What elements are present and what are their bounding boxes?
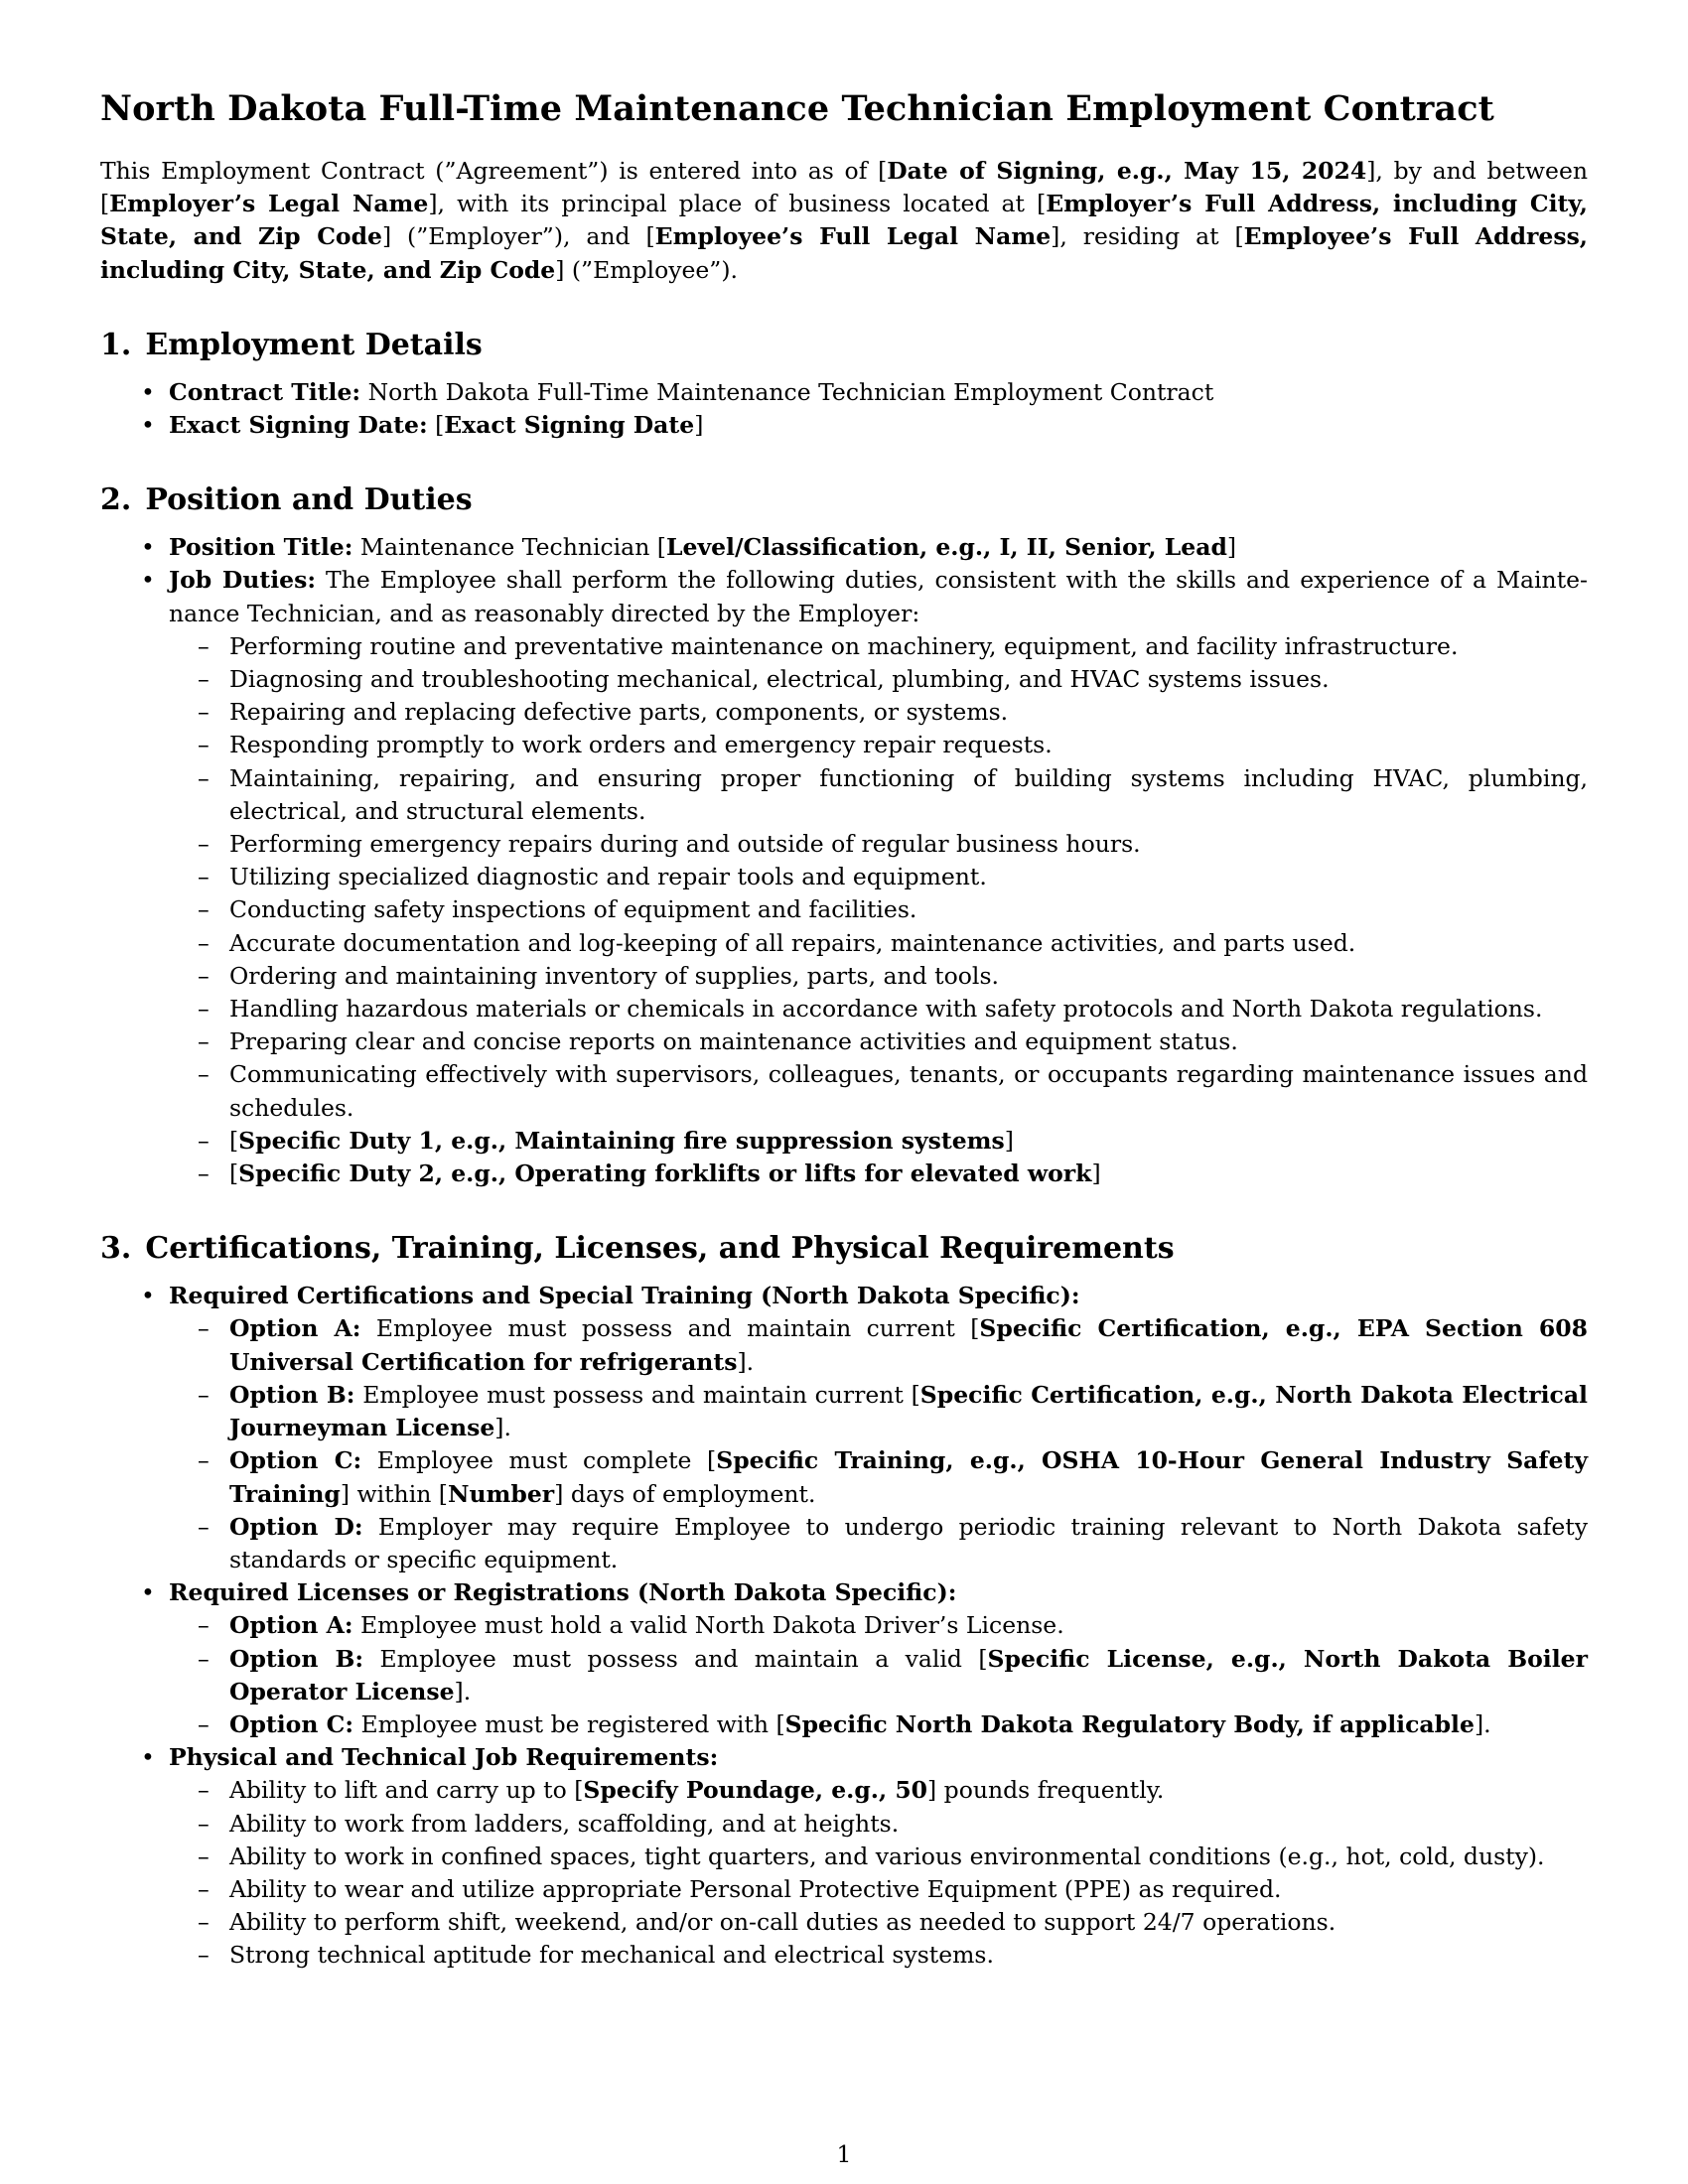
section-heading-3 <box>100 1230 1588 1268</box>
option-text: Ability to lift and carry up to [ <box>229 1776 584 1805</box>
sublist-item: – Option B: Employee must possess and maintain a valid [Specific License, e.g., North Dakota Boiler Operator License]. <box>229 1643 1588 1708</box>
item-placeholder: Specific North Dakota Regulatory Body, if applicable <box>784 1709 1475 1738</box>
list-item <box>169 1741 1588 1972</box>
sublist-item <box>229 1444 1588 1510</box>
list-item <box>169 1576 1588 1741</box>
item-placeholder: Specific Certification, e.g., EPA Section 608 Universal Certification for refrigerants <box>229 1314 1588 1376</box>
sublist-item: – [Specific Duty 1, e.g., Maintaining fire suppression systems] <box>229 1125 1588 1158</box>
list-item <box>169 1280 1588 1576</box>
sublist-item: – Strong technical aptitude for mechanical and electrical systems. <box>229 1939 1588 1972</box>
intro-text: ] (”Employer”), and [ <box>381 222 655 251</box>
option-text: Employee must possess and maintain current [ <box>362 1380 920 1409</box>
certifications-sublist <box>169 1312 1588 1576</box>
item-label: Position Title: <box>169 533 353 562</box>
sublist-item: – Repairing and replacing defective parts, components, or systems. <box>229 696 1588 729</box>
intro-paragraph <box>100 155 1588 287</box>
sublist-item: – Option B: Employee must possess and maintain current [Specific Certification, e.g., North Dakota Electrical Journeyman License]. <box>229 1379 1588 1444</box>
intro-text: ], residing at [ <box>1051 222 1244 251</box>
sublist-item <box>229 1774 1588 1807</box>
sublist-item: – Ability to work in confined spaces, tight quarters, and various environmental conditions (e.g., hot, cold, dusty). <box>229 1841 1588 1873</box>
sublist-item: – Ability to work from ladders, scaffolding, and at heights. <box>229 1808 1588 1841</box>
sublist-item: – Option C: Employee must be registered with [Specific North Dakota Regulatory Body, if applicable]. <box>229 1708 1588 1741</box>
list-item: • Position Title: Maintenance Technician [Level/Classification, e.g., I, II, Senior, Lead] <box>169 531 1588 564</box>
item-label: Contract Title: <box>169 377 361 406</box>
option-label: Option C: <box>229 1709 354 1738</box>
item-placeholder: Number <box>447 1479 555 1508</box>
option-label: Option D: <box>229 1512 363 1541</box>
option-text: Employee must possess and maintain current [ <box>375 1314 980 1343</box>
item-placeholder: Specific Training, e.g., OSHA 10-Hour General Industry Safety Training <box>229 1446 1588 1508</box>
item-label: Required Licenses or Registrations (North Dakota Specific): <box>169 1578 957 1607</box>
section-number: 3. <box>100 1231 132 1267</box>
option-label: Option B: <box>229 1380 355 1409</box>
intro-text: This Employment Contract (”Agreement”) is entered into as of [ <box>100 157 888 185</box>
position-duties-list <box>100 531 1588 1190</box>
employee-name-placeholder: Employee’s Full Legal Name <box>654 222 1052 251</box>
sublist-item: – Communicating effectively with supervisors, colleagues, tenants, or occupants regarding maintenance issues and schedules. <box>229 1058 1588 1124</box>
item-label: Exact Signing Date: <box>169 411 428 440</box>
section-title: Position and Duties <box>145 482 473 518</box>
option-text: Employee must possess and maintain a valid [ <box>379 1644 988 1673</box>
option-text: ] pounds frequently. <box>927 1776 1165 1805</box>
document-title: North Dakota Full-Time Maintenance Technician Employment Contract <box>100 88 1494 129</box>
option-text: Employee must hold a valid North Dakota Driver’s License. <box>360 1611 1064 1640</box>
option-text: ] within [ <box>340 1479 448 1508</box>
signing-date-placeholder: Date of Signing, e.g., May 15, 2024 <box>887 157 1367 185</box>
sublist-item: – Diagnosing and troubleshooting mechanical, electrical, plumbing, and HVAC systems issues. <box>229 663 1588 696</box>
item-value: Maintenance Technician [ <box>359 533 666 562</box>
sublist-item: – Utilizing specialized diagnostic and repair tools and equipment. <box>229 861 1588 893</box>
option-label: Option A: <box>229 1314 361 1343</box>
sublist-item: – Ordering and maintaining inventory of supplies, parts, and tools. <box>229 960 1588 993</box>
item-label: Physical and Technical Job Requirements: <box>169 1743 719 1772</box>
item-placeholder: Specific License, e.g., North Dakota Boiler Operator License <box>229 1644 1588 1706</box>
option-label: Option A: <box>229 1611 353 1640</box>
intro-text: ], with its principal place of business located at [ <box>428 190 1047 218</box>
physical-requirements-sublist <box>169 1774 1588 1972</box>
list-item <box>169 376 1588 409</box>
employer-name-placeholder: Employer’s Legal Name <box>109 190 429 218</box>
item-placeholder: Exact Signing Date <box>444 411 695 440</box>
section-title: Certifications, Training, Licenses, and Physical Requirements <box>145 1231 1175 1267</box>
option-text: Employee must be registered with [ <box>360 1709 785 1738</box>
intro-text: ], by and between [ <box>100 157 1588 218</box>
list-item: • Exact Signing Date: [Exact Signing Date] <box>169 409 1588 442</box>
sublist-item: – Option A: Employee must possess and maintain current [Specific Certification, e.g., EPA Section 608 Universal Certification for refrigerants]. <box>229 1312 1588 1378</box>
section-title: Employment Details <box>145 327 483 362</box>
list-item <box>169 564 1588 1190</box>
sublist-item <box>229 1511 1588 1576</box>
sublist-item: – Conducting safety inspections of equipment and facilities. <box>229 893 1588 926</box>
item-placeholder: Specify Poundage, e.g., 50 <box>583 1776 928 1805</box>
employment-details-list <box>100 376 1588 442</box>
sublist-item <box>229 1609 1588 1642</box>
employee-address-placeholder: Employee’s Full Address, including City, State, and Zip Code <box>100 222 1588 284</box>
sublist-item: – Responding promptly to work orders and emergency repair requests. <box>229 729 1588 761</box>
sublist-item: – [Specific Duty 2, e.g., Operating forklifts or lifts for elevated work] <box>229 1158 1588 1190</box>
item-placeholder: Specific Duty 2, e.g., Operating forklifts or lifts for elevated work <box>238 1160 1092 1188</box>
page-number: 1 <box>836 2140 852 2168</box>
licenses-sublist <box>169 1609 1588 1741</box>
duties-sublist <box>169 630 1588 1190</box>
option-label: Option B: <box>229 1644 364 1673</box>
sublist-item: – Accurate documentation and log-keeping of all repairs, maintenance activities, and parts used. <box>229 927 1588 960</box>
item-label: Required Certifications and Special Training (North Dakota Specific): <box>169 1282 1080 1310</box>
option-text: Employer may require Employee to undergo periodic training relevant to North Dakota safety standards or specific equipment. <box>229 1512 1588 1573</box>
sublist-item: – Handling hazardous materials or chemicals in accordance with safety protocols and North Dakota regulations. <box>229 993 1588 1025</box>
sublist-item: – Ability to wear and utilize appropriate Personal Protective Equipment (PPE) as required. <box>229 1873 1588 1906</box>
option-text: Employee must complete [ <box>376 1446 717 1475</box>
section-heading-1 <box>100 327 1588 364</box>
section-heading-2 <box>100 481 1588 519</box>
sublist-item: – Performing routine and preventative maintenance on machinery, equipment, and facility infrastructure. <box>229 630 1588 663</box>
item-value: North Dakota Full-Time Maintenance Technician Employment Contract <box>367 377 1214 406</box>
item-placeholder: Specific Duty 1, e.g., Maintaining fire suppression systems <box>238 1126 1005 1155</box>
option-text: ] days of employment. <box>554 1479 816 1508</box>
employer-address-placeholder: Employer’s Full Address, including City, State, and Zip Code <box>100 190 1588 251</box>
intro-text: ] (”Employee”). <box>555 255 738 284</box>
sublist-item: – Ability to perform shift, weekend, and/or on-call duties as needed to support 24/7 operations. <box>229 1906 1588 1939</box>
item-placeholder: Level/Classification, e.g., I, II, Senior, Lead <box>665 533 1227 562</box>
sublist-item: – Maintaining, repairing, and ensuring proper functioning of building systems including HVAC, plumbing, electrical, and structural elements. <box>229 762 1588 828</box>
sublist-item: – Preparing clear and concise reports on maintenance activities and equipment status. <box>229 1025 1588 1058</box>
requirements-list <box>100 1280 1588 1972</box>
sublist-item: – Performing emergency repairs during and outside of regular business hours. <box>229 828 1588 861</box>
item-value: The Employee shall perform the following duties, consistent with the skills and experience of a Maintenance Technician, and as reasonably directed by the Employer: <box>169 566 1588 627</box>
option-label: Option C: <box>229 1446 362 1475</box>
section-number: 2. <box>100 482 132 518</box>
document-page <box>100 87 1588 1973</box>
item-label: Job Duties: <box>169 566 317 595</box>
item-placeholder: Specific Certification, e.g., North Dakota Electrical Journeyman License <box>229 1380 1588 1442</box>
section-number: 1. <box>100 327 132 362</box>
